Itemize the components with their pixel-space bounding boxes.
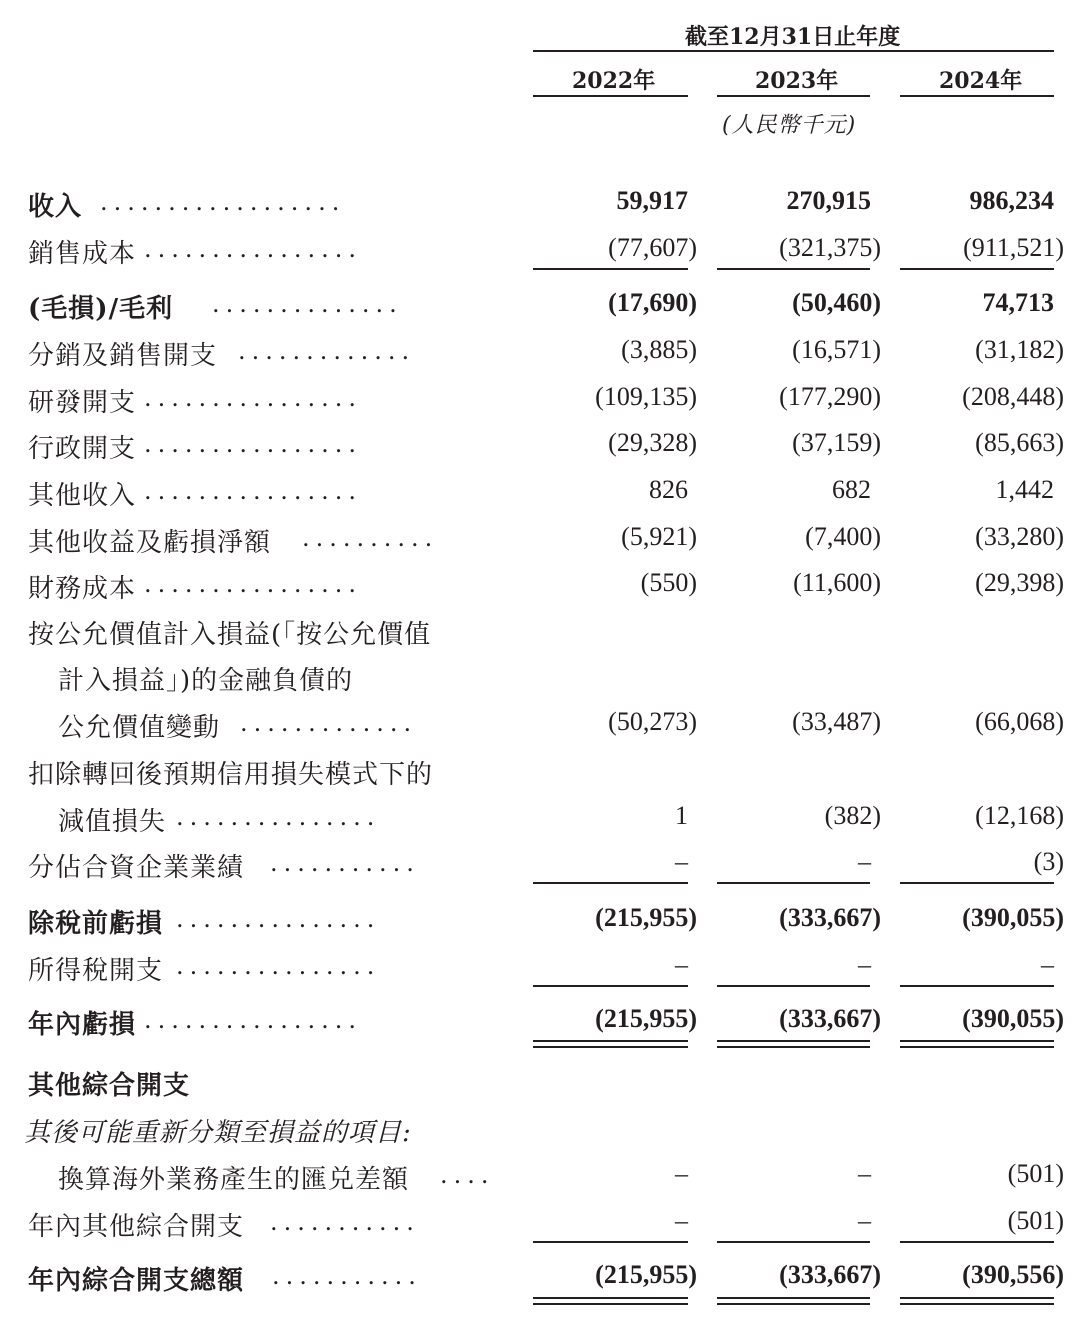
value-oci-year-2023: – [858, 1206, 871, 1235]
value-oci-year-2022: – [675, 1206, 688, 1235]
value-other-gains-2022: (5,921) [621, 522, 697, 551]
value-admin-2022: (29,328) [608, 428, 697, 457]
row-label-distribution: 分銷及銷售開支 [28, 341, 218, 371]
value-finance-costs-2023: (11,600) [793, 568, 881, 597]
year-rule-2023 [717, 95, 870, 97]
leader-dots: ........... [270, 849, 420, 877]
total-rule [533, 1303, 688, 1305]
total-rule [533, 1040, 688, 1042]
year-rule-2024 [900, 95, 1054, 97]
total-rule [900, 1303, 1054, 1305]
row-label-gross: (毛損)/毛利 [28, 294, 174, 324]
leader-dots: .................. [100, 188, 346, 216]
subtotal-rule [900, 1241, 1054, 1243]
value-other-gains-2023: (7,400) [805, 522, 881, 551]
row-label-income-tax: 所得稅開支 [28, 956, 164, 986]
total-rule [533, 1046, 688, 1048]
subtotal-rule [717, 985, 870, 987]
value-impairment-2023: (382) [824, 801, 881, 830]
subtotal-rule [900, 985, 1054, 987]
value-admin-2023: (37,159) [792, 428, 881, 457]
value-other-income-2024: 1,442 [995, 475, 1054, 504]
row-label-impairment-line2: 減值損失 [58, 807, 167, 837]
value-income-tax-2022: – [675, 950, 688, 979]
value-oci-year-2024: (501) [1007, 1206, 1064, 1235]
row-label-loss-for-year: 年內虧損 [28, 1010, 137, 1040]
leader-dots: ................ [144, 384, 363, 412]
value-loss-before-tax-2024: (390,055) [962, 903, 1064, 932]
leader-dots: ............. [240, 709, 418, 737]
subtotal-rule [900, 882, 1054, 884]
row-label-total-comprehensive: 年內綜合開支總額 [28, 1266, 245, 1296]
value-other-gains-2024: (33,280) [975, 522, 1064, 551]
row-label-fvtpl-line1: 按公允價值計入損益(「按公允價值 [28, 620, 432, 650]
value-impairment-2024: (12,168) [975, 801, 1064, 830]
value-distribution-2024: (31,182) [975, 335, 1064, 364]
value-distribution-2022: (3,885) [621, 335, 697, 364]
subtotal-rule [533, 268, 688, 270]
row-label-fx: 換算海外業務產生的匯兑差額 [58, 1165, 410, 1195]
row-label-fvtpl-line2: 計入損益」)的金融負債的 [58, 666, 354, 696]
subtotal-rule [717, 1241, 870, 1243]
value-jv-2024: (3) [1033, 847, 1064, 876]
row-label-revenue: 收入 [28, 192, 83, 222]
row-label-cost-of-sales: 銷售成本 [28, 239, 137, 269]
value-gross-2024: 74,713 [982, 288, 1054, 317]
value-jv-2023: – [858, 847, 871, 876]
total-rule [533, 1297, 688, 1299]
value-jv-2022: – [675, 847, 688, 876]
value-fvtpl-2024: (66,068) [975, 707, 1064, 736]
value-fvtpl-2022: (50,273) [608, 707, 697, 736]
value-cost-of-sales-2023: (321,375) [779, 233, 881, 262]
leader-dots: .......... [302, 524, 439, 552]
value-cost-of-sales-2022: (77,607) [608, 233, 697, 262]
value-loss-before-tax-2022: (215,955) [595, 903, 697, 932]
leader-dots: ............... [176, 952, 381, 980]
row-label-finance-costs: 財務成本 [28, 574, 137, 604]
value-rd-2023: (177,290) [779, 382, 881, 411]
period-header: 截至12月31日止年度 [685, 24, 901, 50]
value-gross-2023: (50,460) [792, 288, 881, 317]
value-income-tax-2023: – [858, 950, 871, 979]
subtotal-rule [533, 882, 688, 884]
value-finance-costs-2022: (550) [640, 568, 697, 597]
value-fx-2023: – [858, 1159, 871, 1188]
year-2024-header: 2024年 [939, 68, 1023, 94]
row-label-other-gains: 其他收益及虧損淨額 [28, 528, 272, 558]
unit-label: (人民幣千元) [722, 113, 857, 138]
total-rule [900, 1040, 1054, 1042]
value-fvtpl-2023: (33,487) [792, 707, 881, 736]
value-total-comprehensive-2022: (215,955) [595, 1260, 697, 1289]
row-label-fvtpl-line3: 公允價值變動 [58, 713, 221, 743]
value-other-income-2023: 682 [832, 475, 871, 504]
subtotal-rule [533, 985, 688, 987]
year-rule-2022 [533, 95, 688, 97]
value-loss-for-year-2022: (215,955) [595, 1004, 697, 1033]
leader-dots: ............... [176, 905, 381, 933]
leader-dots: ................ [144, 570, 363, 598]
leader-dots: ................ [144, 235, 363, 263]
total-rule [900, 1297, 1054, 1299]
value-total-comprehensive-2023: (333,667) [779, 1260, 881, 1289]
total-rule [717, 1046, 870, 1048]
oci-subheading: 其後可能重新分類至損益的項目: [24, 1118, 412, 1148]
subtotal-rule [533, 1241, 688, 1243]
value-rd-2022: (109,135) [595, 382, 697, 411]
value-revenue-2022: 59,917 [616, 186, 688, 215]
row-label-admin: 行政開支 [28, 434, 137, 464]
value-income-tax-2024: – [1041, 950, 1054, 979]
leader-dots: ........... [270, 1208, 420, 1236]
total-rule [717, 1303, 870, 1305]
leader-dots: ................ [144, 1006, 363, 1034]
value-fx-2024: (501) [1007, 1159, 1064, 1188]
leader-dots: ................ [144, 477, 363, 505]
row-label-impairment-line1: 扣除轉回後預期信用損失模式下的 [28, 760, 434, 790]
subtotal-rule [900, 268, 1054, 270]
leader-dots: ............... [176, 803, 381, 831]
value-finance-costs-2024: (29,398) [975, 568, 1064, 597]
year-2023-header: 2023年 [755, 68, 839, 94]
row-label-jv: 分佔合資企業業績 [28, 853, 245, 883]
value-fx-2022: – [675, 1159, 688, 1188]
value-distribution-2023: (16,571) [792, 335, 881, 364]
leader-dots: ................ [144, 430, 363, 458]
header-rule [533, 50, 1054, 52]
value-other-income-2022: 826 [649, 475, 688, 504]
subtotal-rule [717, 882, 870, 884]
year-2022-header: 2022年 [572, 68, 656, 94]
value-rd-2024: (208,448) [962, 382, 1064, 411]
value-cost-of-sales-2024: (911,521) [963, 233, 1064, 262]
total-rule [717, 1040, 870, 1042]
value-impairment-2022: 1 [675, 801, 688, 830]
leader-dots: .............. [212, 290, 403, 318]
row-label-other-income: 其他收入 [28, 481, 137, 511]
value-revenue-2024: 986,234 [969, 186, 1054, 215]
row-label-loss-before-tax: 除稅前虧損 [28, 909, 164, 939]
value-loss-for-year-2023: (333,667) [779, 1004, 881, 1033]
leader-dots: ........... [272, 1262, 422, 1290]
subtotal-rule [717, 268, 870, 270]
leader-dots: .... [440, 1161, 495, 1189]
value-admin-2024: (85,663) [975, 428, 1064, 457]
total-rule [717, 1297, 870, 1299]
value-revenue-2023: 270,915 [786, 186, 871, 215]
value-total-comprehensive-2024: (390,556) [962, 1260, 1064, 1289]
total-rule [900, 1046, 1054, 1048]
value-loss-before-tax-2023: (333,667) [779, 903, 881, 932]
leader-dots: ............. [238, 337, 416, 365]
row-label-oci-year: 年內其他綜合開支 [28, 1212, 245, 1242]
oci-heading: 其他綜合開支 [28, 1071, 191, 1101]
value-loss-for-year-2024: (390,055) [962, 1004, 1064, 1033]
row-label-rd: 研發開支 [28, 388, 137, 418]
value-gross-2022: (17,690) [608, 288, 697, 317]
